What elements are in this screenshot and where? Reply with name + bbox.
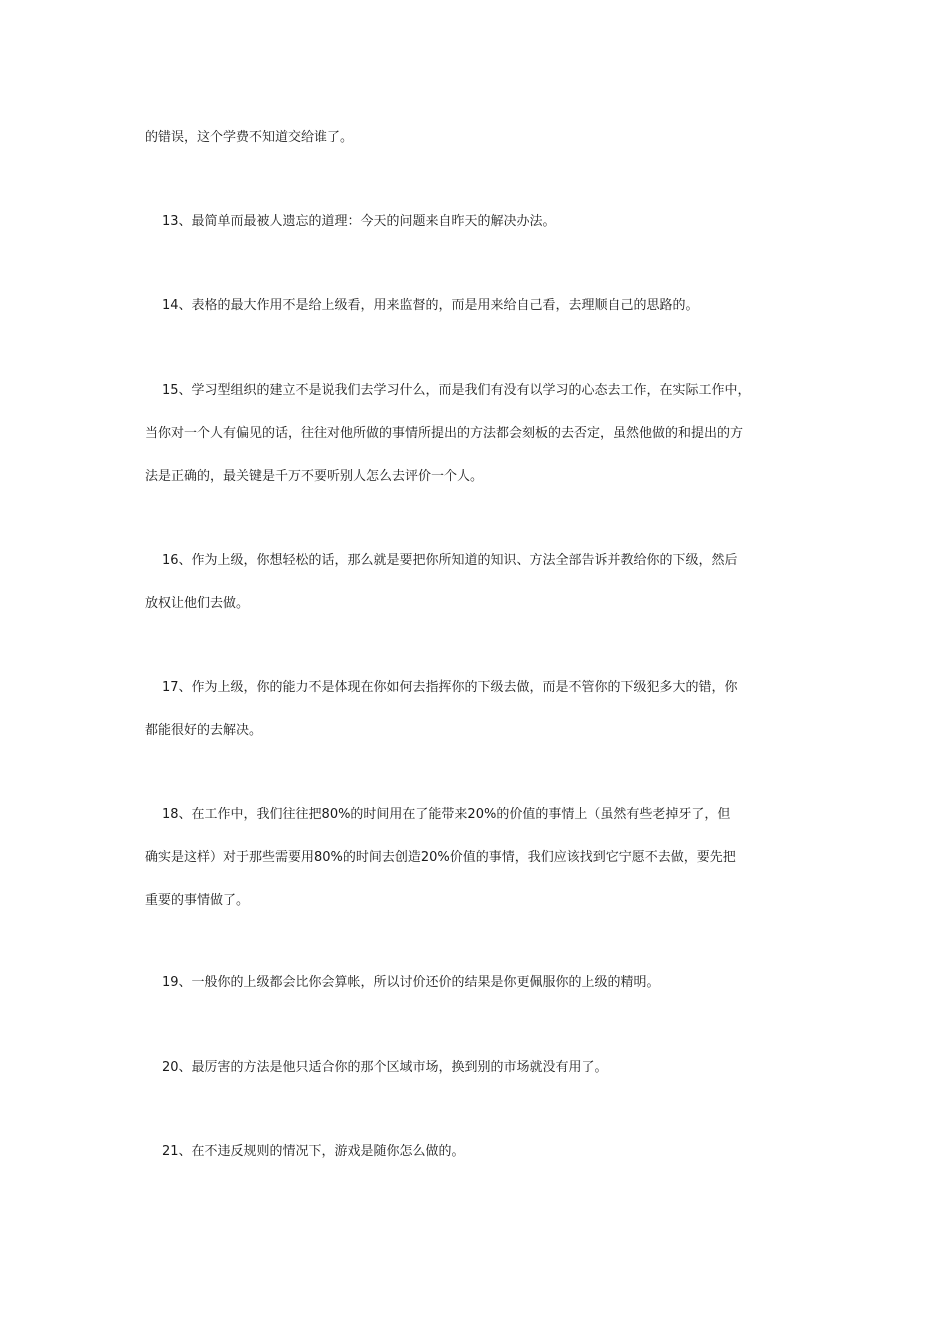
text-line: 14、表格的最大作用不是给上级看，用来监督的，而是用来给自己看，去理顺自己的思路的。 (162, 298, 699, 313)
paragraph-13 (145, 200, 810, 243)
paragraph-19 (145, 961, 810, 1004)
text-line: 法是正确的，最关键是千万不要听别人怎么去评价一个人。 (145, 469, 484, 484)
paragraph-18 (145, 793, 810, 922)
text-line: 当你对一个人有偏见的话，往往对他所做的事情所提出的方法都会刻板的去否定，虽然他做的和提出的方 (145, 426, 744, 441)
text-line: 确实是这样）对于那些需要用80%的时间去创造20%价值的事情，我们应该找到它宁愿不去做，要先把 (145, 850, 736, 865)
text-line: 重要的事情做了。 (145, 893, 250, 908)
text-line: 15、学习型组织的建立不是说我们去学习什么，而是我们有没有以学习的心态去工作，在实际工作中， (162, 383, 751, 398)
text-line: 都能很好的去解决。 (145, 723, 263, 738)
text-line: 18、在工作中，我们往往把80%的时间用在了能带来20%的价值的事情上（虽然有些老掉牙了，但 (162, 807, 731, 822)
paragraph-16 (145, 539, 810, 625)
paragraph-17 (145, 666, 810, 752)
text-line: 17、作为上级，你的能力不是体现在你如何去指挥你的下级去做，而是不管你的下级犯多大的错，你 (162, 680, 738, 695)
text-line: 的错误，这个学费不知道交给谁了。 (145, 130, 354, 145)
text-line: 13、最简单而最被人遗忘的道理：今天的问题来自昨天的解决办法。 (162, 214, 556, 229)
text-line: 放权让他们去做。 (145, 596, 250, 611)
paragraph-20 (145, 1046, 810, 1089)
paragraph-14 (145, 284, 810, 327)
text-line: 21、在不违反规则的情况下，游戏是随你怎么做的。 (162, 1144, 465, 1159)
paragraph-continuation (145, 116, 810, 159)
text-line: 20、最厉害的方法是他只适合你的那个区域市场，换到别的市场就没有用了。 (162, 1060, 608, 1075)
paragraph-15 (145, 369, 810, 498)
text-line: 19、一般你的上级都会比你会算帐，所以讨价还价的结果是你更佩服你的上级的精明。 (162, 975, 660, 990)
text-line: 16、作为上级，你想轻松的话，那么就是要把你所知道的知识、方法全部告诉并教给你的下级，然后 (162, 553, 738, 568)
paragraph-21 (145, 1130, 810, 1173)
